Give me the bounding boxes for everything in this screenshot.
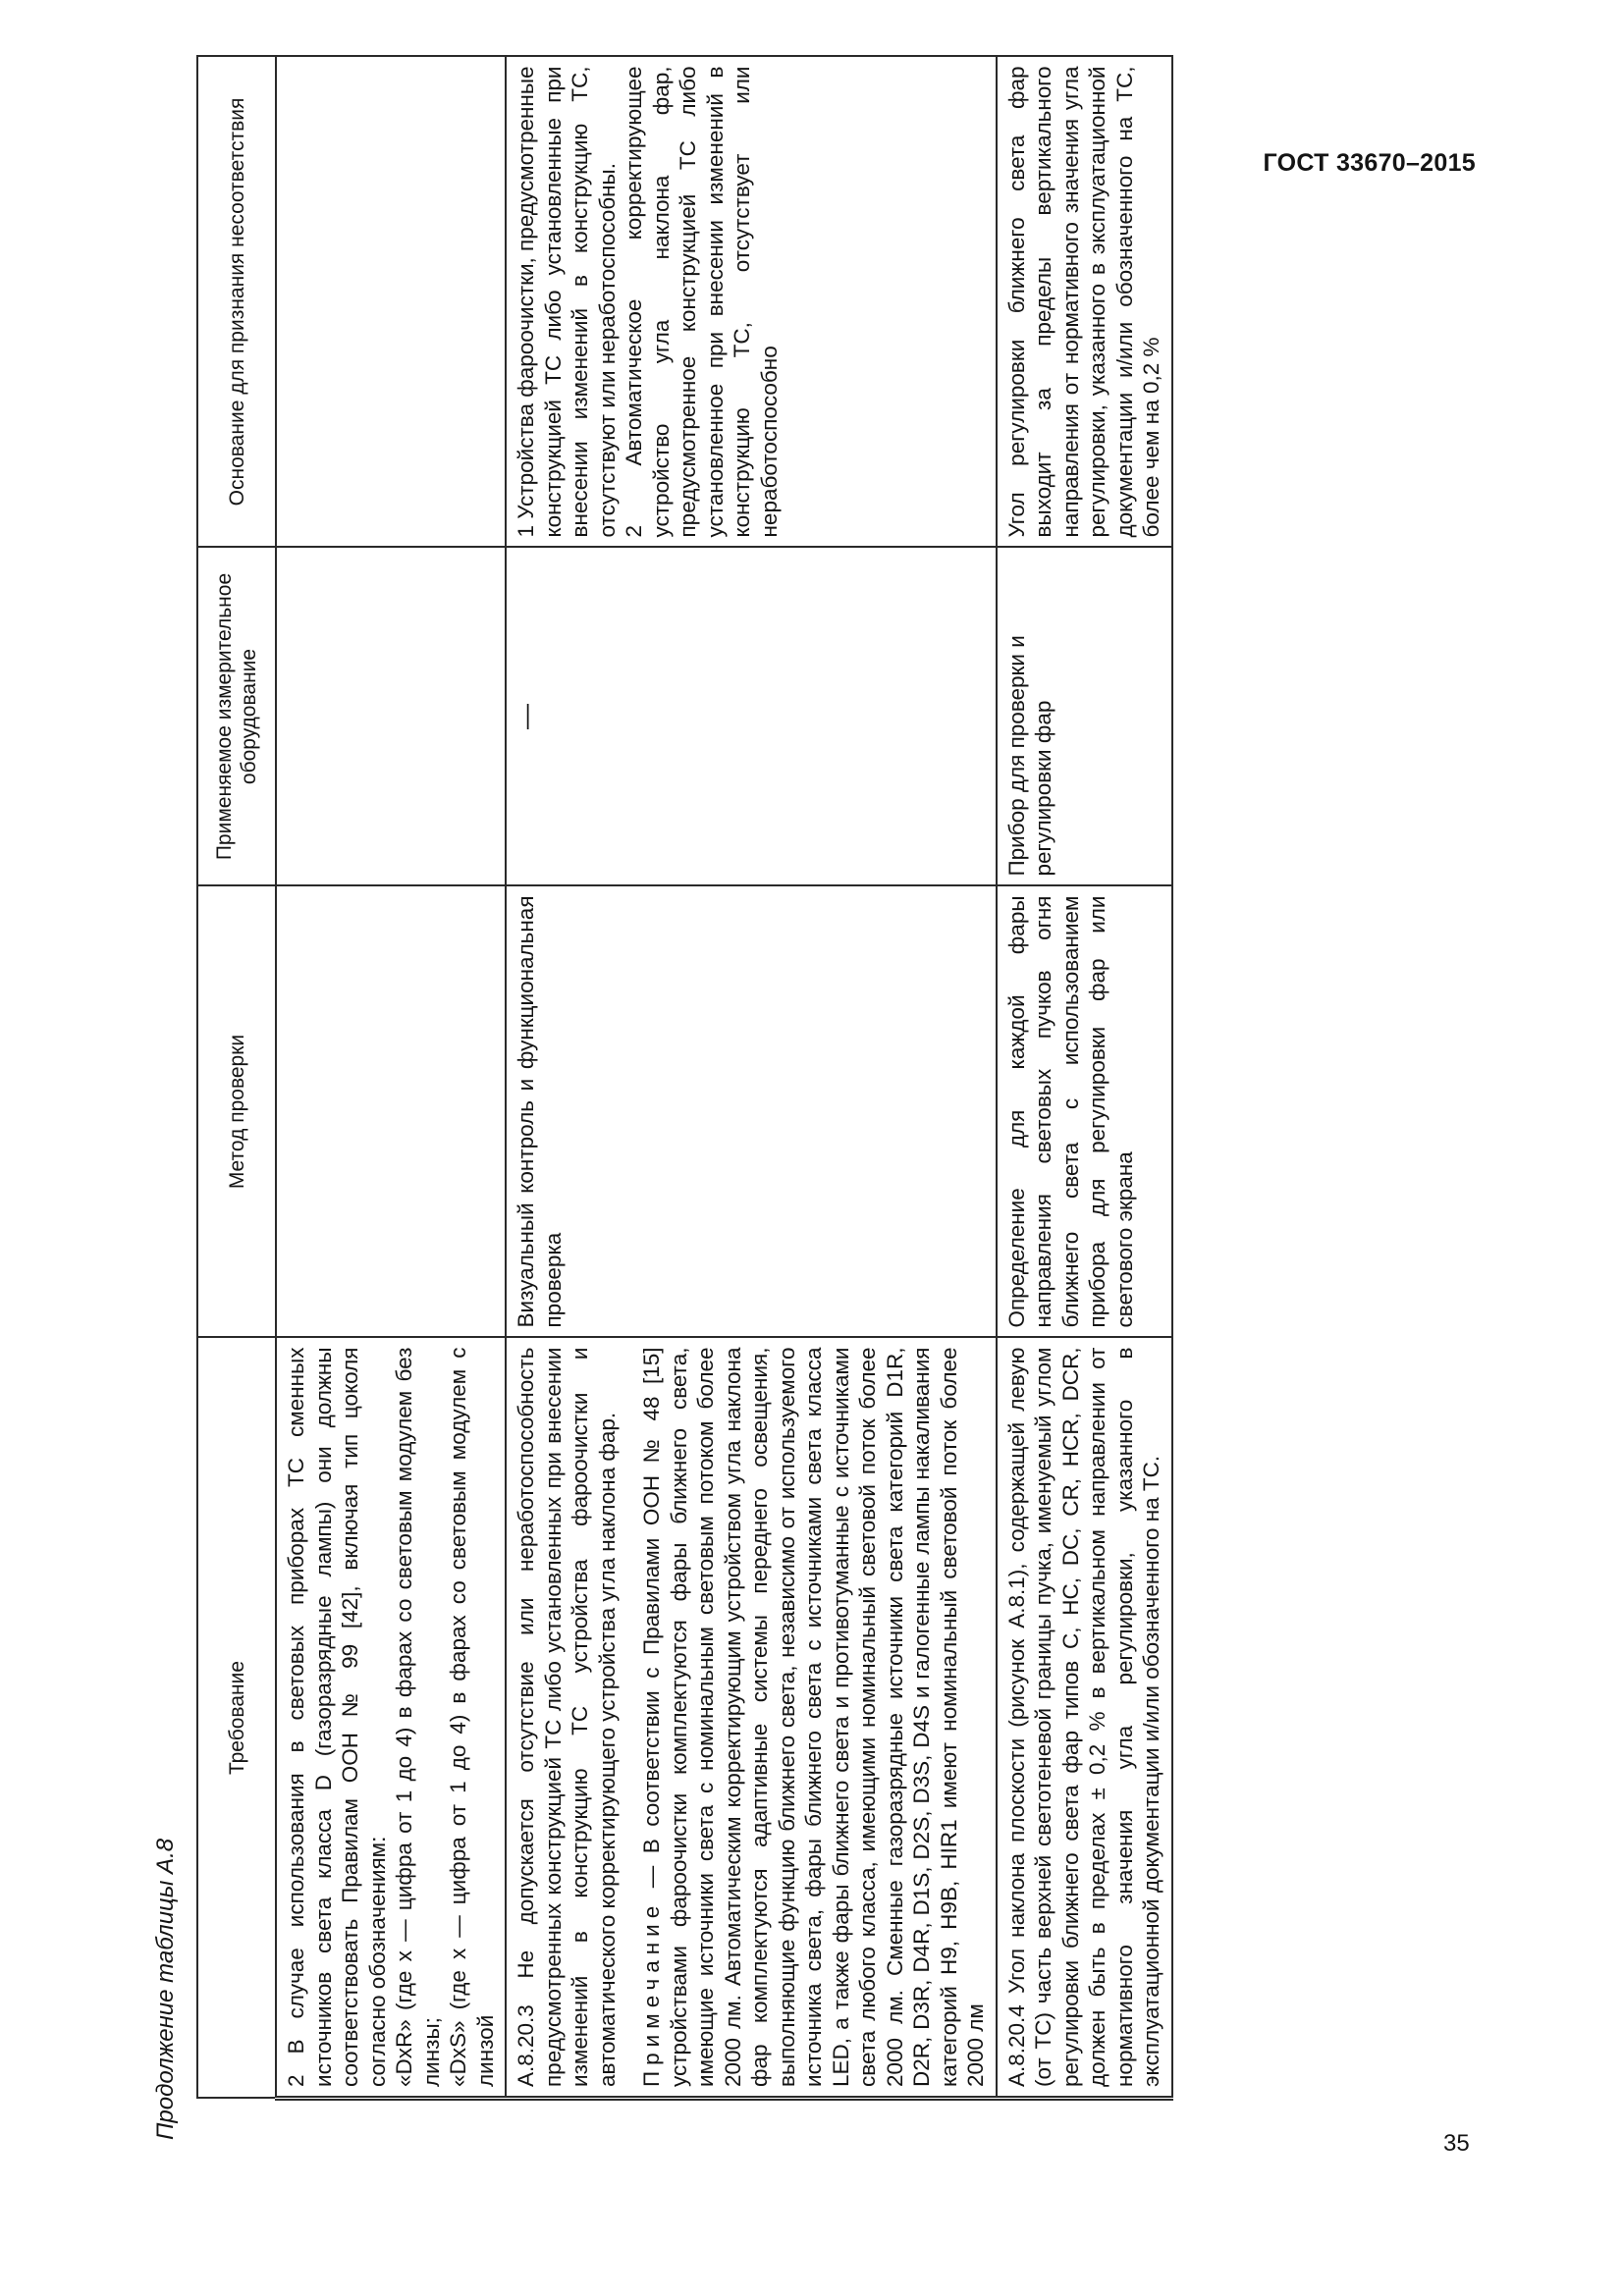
basis-cell [276,57,506,548]
basis-paragraph: 1 Устройства фароочистки, предусмотренные конструкцией ТС либо установленные при внесении изменений в конструкцию ТС, отсутствуют или неработоспособны. [514,66,620,538]
requirement-paragraph: «DxS» (где x — цифра от 1 до 4) в фарах со световым модулем с линзой [446,1347,498,2087]
rotated-table-block [152,39,1458,2140]
equipment-cell: Прибор для проверки и регулировки фар [997,548,1172,886]
table-header-row [197,57,276,2099]
method-cell: Определение для каждой фары направления световых пучков огня ближнего света с использованием прибора для регулировки фар или светового экрана [997,886,1172,1338]
requirement-cell [506,1338,997,2099]
table-caption: Продолжение таблицы А.8 [152,1838,179,2140]
requirement-cell: А.8.20.4 Угол наклона плоскости (рисунок А.8.1), содержащей левую (от ТС) часть верхней светотеневой границы пучка, именуемый углом регулировки ближнего света фар типов С, НС, DC, CR, HCR, DCR, должен быть в пределах ± 0,2 % в вертикальном направлении от нормативного значения угла регулировки, указанного в эксплуатационной документации и/или обозначенного на ТС. [997,1338,1172,2099]
equipment-cell: — [506,548,997,886]
header-requirement: Требование [197,1338,276,2099]
page-number: 35 [1443,2130,1470,2157]
basis-cell: Угол регулировки ближнего света фар выходит за пределы вертикального направления от нормативного значения угла регулировки, указанного в эксплуатационной документации и/или обозначенного на ТС, более чем на 0,2 % [997,57,1172,548]
requirement-paragraph: А.8.20.3 Не допускается отсутствие или неработоспособность предусмотренных конструкцией ТС либо установленных при внесении изменений в конструкцию ТС устройства фароочистки и автоматического корректирующего устройства угла наклона фар. [514,1347,620,2087]
requirement-cell [276,1338,506,2099]
basis-cell [506,57,997,548]
requirements-table [196,56,1173,2102]
method-cell: Визуальный контроль и функциональная проверка [506,886,997,1338]
basis-paragraph: 2 Автоматическое корректирующее устройство угла наклона фар, предусмотренное конструкцией ТС либо установленное при внесении изменений в конструкцию ТС, отсутствует или неработоспособно [622,66,782,538]
header-equipment: Применяемое измерительное оборудование [197,548,276,886]
header-basis: Основание для признания несоответствия [197,57,276,548]
requirement-note [638,1348,990,2088]
method-cell [276,886,506,1338]
table-row [997,57,1172,2099]
table-row [506,57,997,2099]
requirement-paragraph: «DxR» (где x — цифра от 1 до 4) в фарах со световым модулем без линзы; [392,1347,444,2087]
header-method: Метод проверки [197,886,276,1338]
table-row [276,57,506,2099]
requirement-paragraph: 2 В случае использования в световых приборах ТС сменных источников света класса D (газоразрядные лампы) они должны соответствовать Правилам ООН № 99 [42], включая тип цоколя согласно обозначениям: [284,1347,390,2087]
note-label: Примечание [639,1899,664,2087]
standard-designation: ГОСТ 33670–2015 [1263,149,1476,177]
note-text: — В соответствии с Правилами ООН № 48 [15] устройствами фароочистки комплектуются фары ближнего света, имеющие источники света с номинальным световым потоком более 2000 лм. Автоматическим корректирующим устройством угла наклона фар комплектуются адаптивные системы переднего освещения, выполняющие функцию ближнего света, независимо от используемого источника света, фары ближнего света с источниками света класса LED, а также фары ближнего света и противотуманные с источниками света любого класса, имеющими номинальный световой поток более 2000 лм. Сменные газоразрядные источники света категорий D1R, D2R, D3R, D4R, D1S, D2S, D3S, D4S и галогенные лампы накаливания категорий H9, H9B, HIR1 имеют номинальный световой поток более 2000 лм [639,1347,988,2087]
equipment-cell [276,548,506,886]
